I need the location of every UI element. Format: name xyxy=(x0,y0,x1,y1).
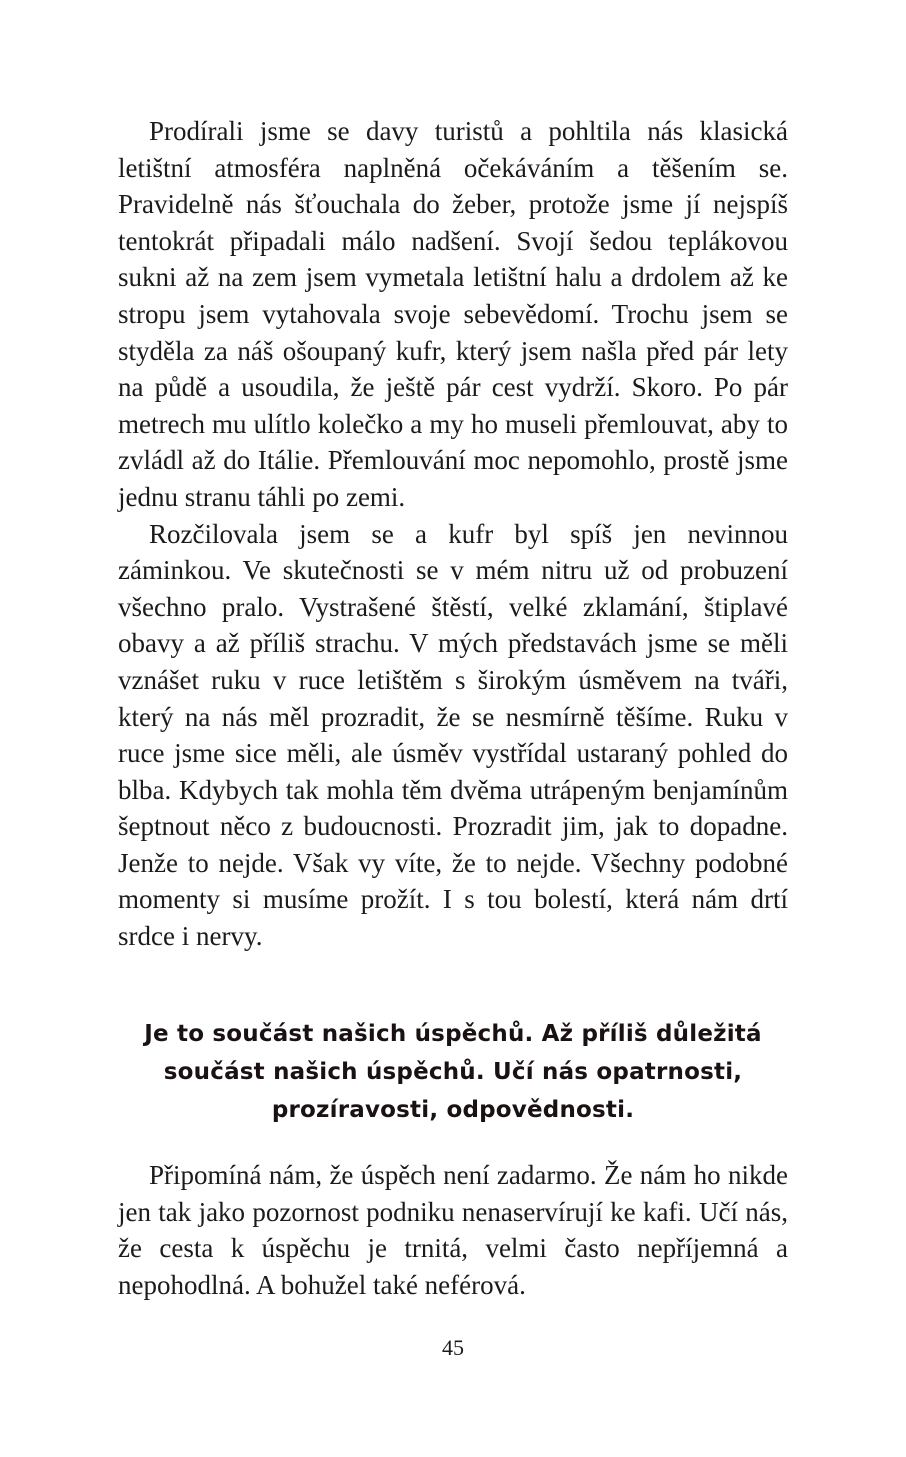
body-text-top xyxy=(118,113,788,955)
pull-quote-line: součást našich úspěchů. Učí nás opatrnosti, xyxy=(163,1059,743,1085)
body-text-bottom xyxy=(118,1157,788,1303)
paragraph: Rozčilovala jsem se a kufr byl spíš jen nevinnou záminkou. Ve skutečnosti se v mém nitru už od probuzení všechno pralo. Vystrašené štěstí, velké zklamání, štiplavé obavy a až příliš strachu. V mých představách jsme se měli vznášet ruku v ruce letištěm s širokým úsměvem na tváři, který na nás měl prozradit, že se nesmírně těšíme. Ruku v ruce jsme sice měli, ale úsměv vystřídal ustaraný pohled do blba. Kdybych tak mohla těm dvěma utrápeným benjamínům šeptnout něco z budoucnosti. Prozradit jim, jak to dopadne. Jenže to nejde. Však vy víte, že to nejde. Všechny podobné momenty si musíme prožít. I s tou bolestí, která nám drtí srdce i nervy. xyxy=(118,518,788,952)
paragraph: Prodírali jsme se davy turistů a pohltila nás klasická letištní atmosféra naplněná očekáváním a těšením se. Pravidelně nás šťouchala do žeber, protože jsme jí nejspíš tentokrát připadali málo nadšení. Svojí šedou teplákovou sukni až na zem jsem vymetala letištní halu a drdolem až ke stropu jsem vytahovala svoje sebevědomí. Trochu jsem se styděla za náš ošoupaný kufr, který jsem našla před pár lety na půdě a usoudila, že ještě pár cest vydrží. Skoro. Po pár metrech mu ulítlo kolečko a my ho museli přemlouvat, aby to zvládl až do Itálie. Přemlouvání moc nepomohlo, prostě jsme jednu stranu táhli po zemi. xyxy=(118,116,788,512)
paragraph: Připomíná nám, že úspěch není zadarmo. Že nám ho nikde jen tak jako pozornost podniku nenaservírují ke kafi. Učí nás, že cesta k úspěchu je trnitá, velmi často nepříjemná a nepohodlná. A bohužel také neférová. xyxy=(118,1160,788,1300)
page-number: 45 xyxy=(442,1335,464,1360)
pull-quote-line: Je to součást našich úspěchů. Až příliš důležitá xyxy=(144,1021,762,1047)
pull-quote-line: prozíravosti, odpovědnosti. xyxy=(271,1097,635,1123)
pull-quote xyxy=(118,1015,788,1129)
